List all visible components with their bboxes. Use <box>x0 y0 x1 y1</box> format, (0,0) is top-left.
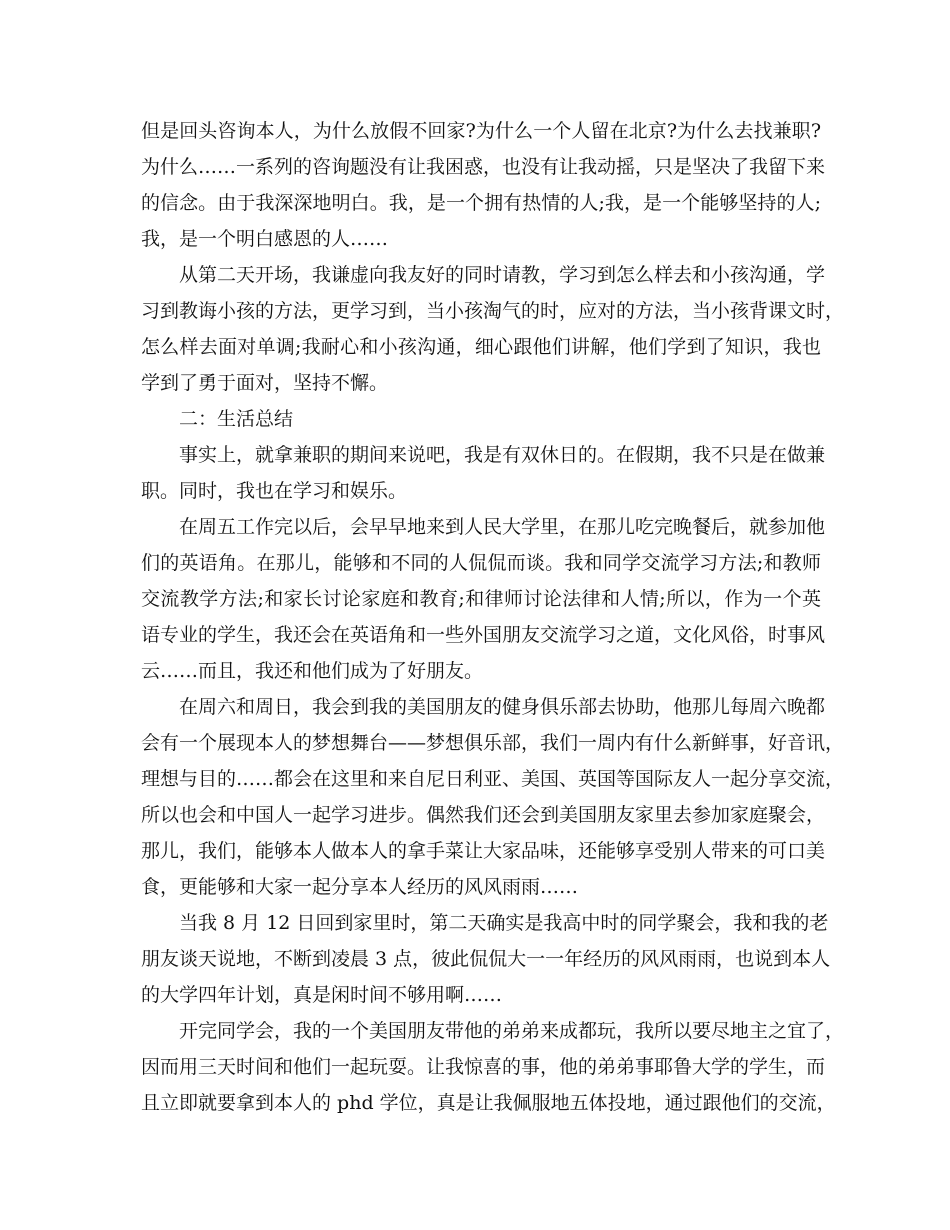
text-line: 习到教诲小孩的方法，更学习到，当小孩淘气的时，应对的方法，当小孩背课文时， <box>141 300 845 322</box>
text-line: 在周六和周日，我会到我的美国朋友的健身俱乐部去协助，他那儿每周六晚都 <box>179 696 826 718</box>
text-line: 开完同学会，我的一个美国朋友带他的弟弟来成都玩，我所以要尽地主之宜了， <box>179 1020 845 1042</box>
text-line: 事实上，就拿兼职的期间来说吧，我是有双休日的。在假期，我不只是在做兼 <box>179 444 826 466</box>
text-line: 学到了勇于面对，坚持不懈。 <box>141 372 389 394</box>
text-line: 的信念。由于我深深地明白。我，是一个拥有热情的人;我，是一个能够坚持的人; <box>141 192 821 214</box>
text-line: 怎么样去面对单调;我耐心和小孩沟通，细心跟他们讲解，他们学到了知识，我也 <box>141 336 821 358</box>
document-body <box>141 113 845 1121</box>
text-line: 语专业的学生，我还会在英语角和一些外国朋友交流学习之道，文化风俗，时事风 <box>141 624 826 646</box>
text-line: 会有一个展现本人的梦想舞台——梦想俱乐部，我们一周内有什么新鲜事，好音讯， <box>141 732 845 754</box>
text-line: 所以也会和中国人一起学习进步。偶然我们还会到美国朋友家里去参加家庭聚会， <box>141 804 826 826</box>
text-line: 我，是一个明白感恩的人…… <box>141 228 389 250</box>
text-line: 们的英语角。在那儿，能够和不同的人侃侃而谈。我和同学交流学习方法;和教师 <box>141 552 821 574</box>
text-line: 从第二天开场，我谦虚向我友好的同时请教，学习到怎么样去和小孩沟通，学 <box>179 264 826 286</box>
section-heading: 二：生活总结 <box>179 408 294 430</box>
text-line: 那儿，我们，能够本人做本人的拿手菜让大家品味，还能够享受别人带来的可口美 <box>141 840 826 862</box>
text-line: 因而用三天时间和他们一起玩耍。让我惊喜的事，他的弟弟事耶鲁大学的学生，而 <box>141 1056 826 1078</box>
text-line: 交流教学方法;和家长讨论家庭和教育;和律师讨论法律和人情;所以，作为一个英 <box>141 588 821 610</box>
text-line: 食，更能够和大家一起分享本人经历的风风雨雨…… <box>141 876 579 898</box>
text-line: 职。同时，我也在学习和娱乐。 <box>141 480 408 502</box>
text-line: 且立即就要拿到本人的 phd 学位，真是让我佩服地五体投地，通过跟他们的交流， <box>141 1092 836 1114</box>
text-line: 朋友谈天说地，不断到凌晨 3 点，彼此侃侃大一一年经历的风风雨雨，也说到本人 <box>141 948 831 970</box>
text-line: 当我 8 月 12 日回到家里时，第二天确实是我高中时的同学聚会，我和我的老 <box>179 912 829 934</box>
text-line: 为什么……一系列的咨询题没有让我困惑，也没有让我动摇，只是坚决了我留下来 <box>141 156 826 178</box>
text-line: 的大学四年计划，真是闲时间不够用啊…… <box>141 984 503 1006</box>
text-line: 云……而且，我还和他们成为了好朋友。 <box>141 660 484 682</box>
text-line: 但是回头咨询本人，为什么放假不回家?为什么一个人留在北京?为什么去找兼职? <box>141 120 821 142</box>
text-line: 在周五工作完以后，会早早地来到人民大学里，在那儿吃完晚餐后，就参加他 <box>179 516 826 538</box>
text-line: 理想与目的……都会在这里和来自尼日利亚、美国、英国等国际友人一起分享交流， <box>141 768 845 790</box>
